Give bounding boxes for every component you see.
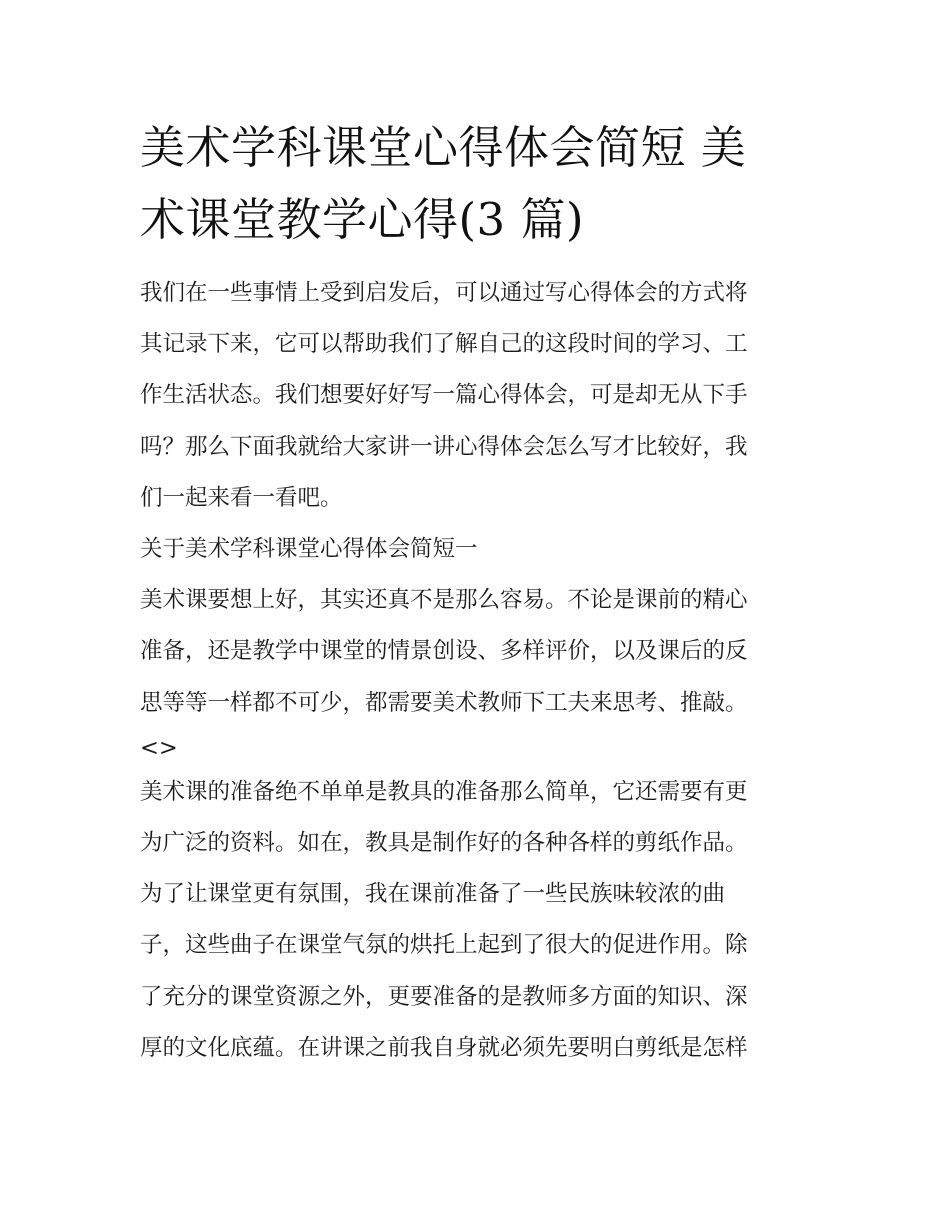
paragraph-line: 美术课要想上好，其实还真不是那么容易。不论是课前的精心 [140,587,748,614]
intro-line: 作生活状态。我们想要好好写一篇心得体会，可是却无从下手 [140,382,748,409]
paragraph-line: 子，这些曲子在课堂气氛的烘托上起到了很大的促进作用。除 [140,932,748,959]
paragraph-line: 了充分的课堂资源之外，更要准备的是教师多方面的知识、深 [140,983,748,1010]
document-body [140,268,815,1074]
intro-line: 我们在一些事情上受到启发后，可以通过写心得体会的方式将 [140,280,748,306]
paragraph-line: 准备，还是教学中课堂的情景创设、多样评价，以及课后的反 [140,638,748,665]
intro-line: 其记录下来，它可以帮助我们了解自己的这段时间的学习、工 [140,331,748,358]
angle-bracket-marker: <> [140,734,178,761]
document-title [140,112,815,256]
paragraph-line: 厚的文化底蕴。在讲课之前我自身就必须先要明白剪纸是怎样 [140,1034,748,1061]
paragraph-line: 为了让课堂更有氛围，我在课前准备了一些民族味较浓的曲 [140,881,726,908]
title-line-2: 术课堂教学心得(3 篇) [140,193,585,246]
paragraph-line: 思等等一样都不可少，都需要美术教师下工夫来思考、推敲。 [140,689,748,716]
paragraph-line: 美术课的准备绝不单单是教具的准备那么简单，它还需要有更 [140,778,748,805]
document-content [140,112,815,1074]
intro-line: 吗？那么下面我就给大家讲一讲心得体会怎么写才比较好，我 [140,433,748,460]
intro-line: 们一起来看一看吧。 [140,484,343,511]
paragraph-line: 为广泛的资料。如在，教具是制作好的各种各样的剪纸作品。 [140,830,748,857]
section-heading: 关于美术学科课堂心得体会简短一 [140,536,478,563]
title-line-1: 美术学科课堂心得体会简短 美 [140,121,747,174]
